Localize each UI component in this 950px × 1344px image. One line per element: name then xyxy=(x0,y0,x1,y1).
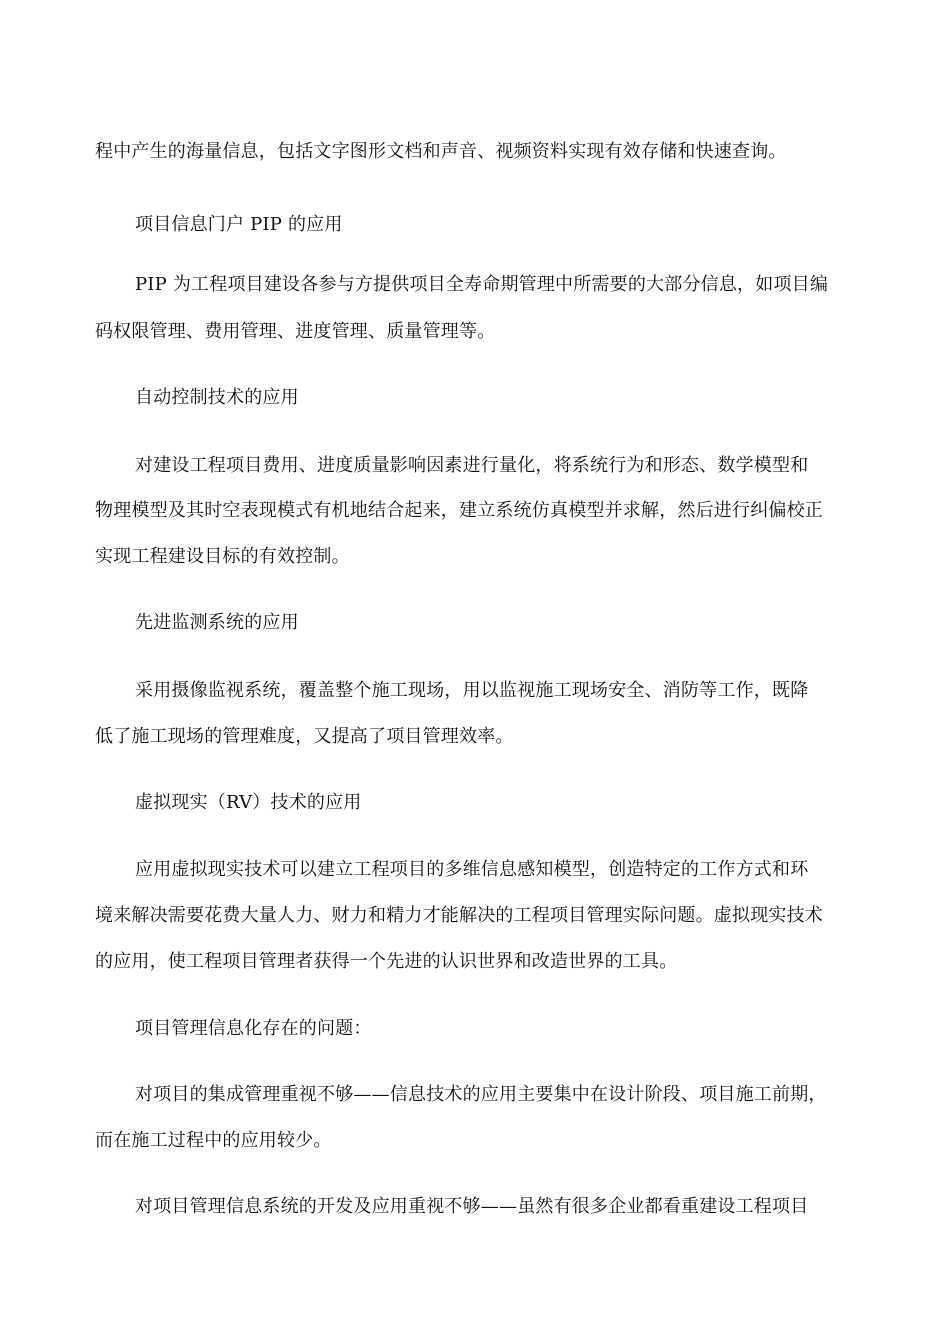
paragraph-line: PIP 为工程项目建设各参与方提供项目全寿命期管理中所需要的大部分信息，如项目编 xyxy=(135,274,829,295)
section-heading: 自动控制技术的应用 xyxy=(135,387,299,408)
paragraph-line: 的应用，使工程项目管理者获得一个先进的认识世界和改造世界的工具。 xyxy=(95,951,678,972)
paragraph-line: 应用虚拟现实技术可以建立工程项目的多维信息感知模型，创造特定的工作方式和环 xyxy=(135,859,809,880)
paragraph-line: 码权限管理、费用管理、进度管理、质量管理等。 xyxy=(95,321,496,342)
paragraph-line: 对项目管理信息系统的开发及应用重视不够——虽然有很多企业都看重建设工程项目 xyxy=(135,1196,809,1217)
section-heading: 先进监测系统的应用 xyxy=(135,612,299,633)
paragraph-line: 对项目的集成管理重视不够——信息技术的应用主要集中在设计阶段、项目施工前期， xyxy=(135,1084,827,1105)
paragraph-line: 境来解决需要花费大量人力、财力和精力才能解决的工程项目管理实际问题。虚拟现实技术 xyxy=(95,905,823,926)
section-heading: 项目信息门户 PIP 的应用 xyxy=(135,214,343,235)
section-heading: 虚拟现实（RV）技术的应用 xyxy=(135,792,362,813)
section-heading: 项目管理信息化存在的问题： xyxy=(135,1018,372,1039)
paragraph-line: 低了施工现场的管理难度，又提高了项目管理效率。 xyxy=(95,726,514,747)
paragraph-line: 程中产生的海量信息，包括文字图形文档和声音、视频资料实现有效存储和快速查询。 xyxy=(95,141,787,162)
paragraph-line: 实现工程建设目标的有效控制。 xyxy=(95,546,350,567)
paragraph-line: 物理模型及其时空表现模式有机地结合起来，建立系统仿真模型并求解，然后进行纠偏校正 xyxy=(95,500,823,521)
paragraph-line: 而在施工过程中的应用较少。 xyxy=(95,1130,332,1151)
paragraph-line: 对建设工程项目费用、进度质量影响因素进行量化，将系统行为和形态、数学模型和 xyxy=(135,455,809,476)
paragraph-line: 采用摄像监视系统，覆盖整个施工现场，用以监视施工现场安全、消防等工作，既降 xyxy=(135,680,809,701)
